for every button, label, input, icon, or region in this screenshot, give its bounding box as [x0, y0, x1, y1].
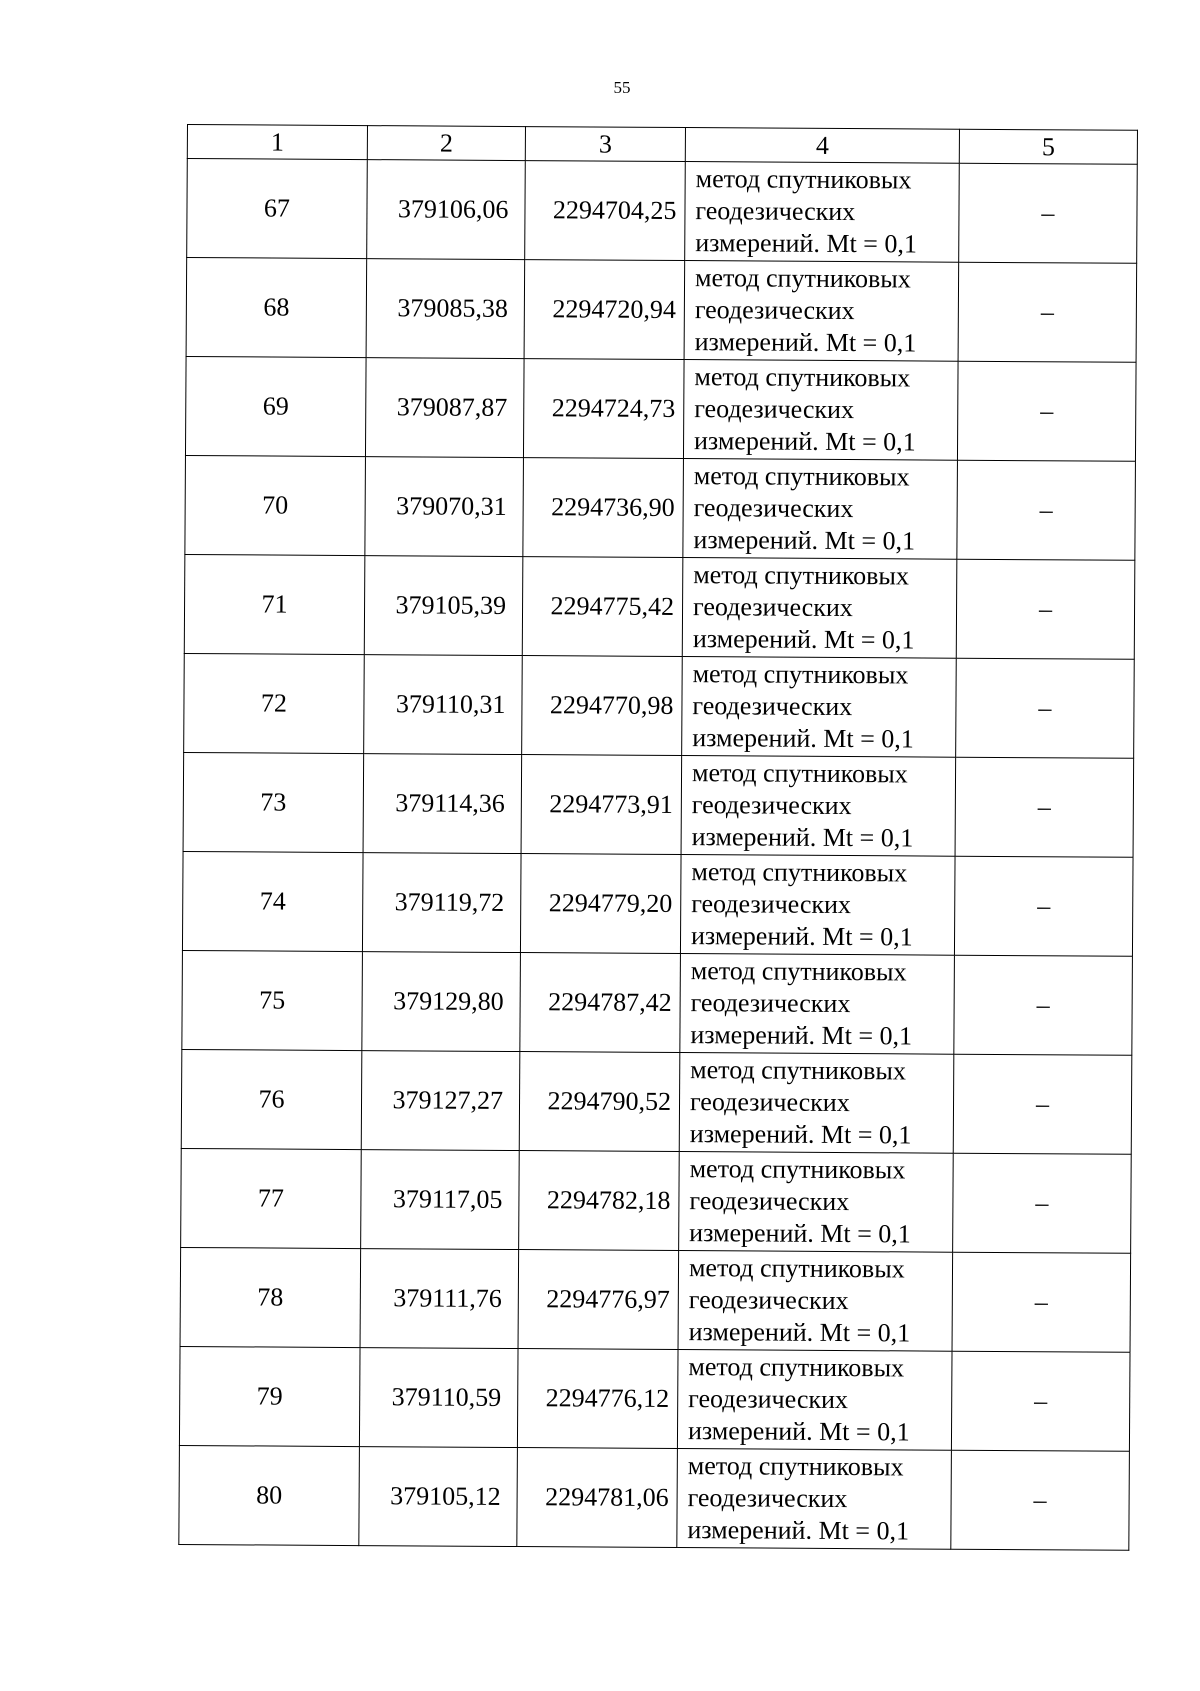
method-line: измерений. Mt = 0,1 — [687, 1416, 910, 1447]
table-header — [187, 125, 1137, 165]
method-line: метод спутниковых — [692, 659, 909, 690]
method-cell — [677, 1350, 952, 1451]
method-line: метод спутниковых — [694, 263, 911, 294]
method-cell — [683, 459, 958, 560]
method-line: измерений. Mt = 0,1 — [693, 525, 916, 556]
y-coordinate-cell: 2294770,98 — [522, 656, 683, 756]
method-line: метод спутниковых — [690, 956, 907, 987]
method-line: метод спутниковых — [693, 560, 910, 591]
method-line: геодезических — [695, 196, 856, 227]
x-coordinate-cell: 379105,12 — [359, 1447, 518, 1547]
table-row — [182, 851, 1133, 956]
point-number-cell: 78 — [180, 1247, 361, 1347]
header-col-5: 5 — [959, 129, 1137, 164]
table-row — [182, 950, 1133, 1055]
method-line: геодезических — [694, 295, 855, 326]
x-coordinate-cell: 379085,38 — [366, 259, 525, 359]
point-number-cell: 74 — [182, 851, 363, 951]
method-line: измерений. Mt = 0,1 — [692, 723, 914, 754]
point-number-cell: 79 — [179, 1346, 360, 1446]
method-cell — [679, 1152, 954, 1253]
method-line: геодезических — [688, 1384, 849, 1415]
method-line: геодезических — [692, 592, 853, 623]
method-line: измерений. Mt = 0,1 — [694, 327, 917, 358]
column-5-cell: – — [956, 658, 1135, 758]
method-line: геодезических — [688, 1285, 849, 1316]
page-number — [48, 78, 1200, 98]
y-coordinate-cell: 2294775,42 — [522, 557, 683, 657]
method-line: метод спутниковых — [687, 1451, 904, 1482]
column-5-cell: – — [954, 856, 1133, 956]
table-row — [179, 1445, 1130, 1550]
y-coordinate-cell: 2294782,18 — [519, 1151, 680, 1251]
x-coordinate-cell: 379117,05 — [361, 1150, 520, 1250]
method-line: измерений. Mt = 0,1 — [687, 1515, 910, 1546]
method-line: метод спутниковых — [691, 857, 908, 888]
column-5-cell: – — [953, 1153, 1132, 1253]
table-row — [184, 554, 1135, 659]
method-cell — [681, 756, 956, 857]
method-cell — [677, 1449, 952, 1550]
point-number-cell: 75 — [182, 950, 363, 1050]
method-line: геодезических — [692, 691, 853, 722]
method-cell — [680, 855, 955, 956]
y-coordinate-cell: 2294736,90 — [523, 458, 684, 558]
y-coordinate-cell: 2294773,91 — [521, 755, 682, 855]
method-line: измерений. Mt = 0,1 — [688, 1317, 911, 1348]
y-coordinate-cell: 2294790,52 — [519, 1052, 680, 1152]
x-coordinate-cell: 379110,31 — [364, 655, 523, 755]
column-5-cell: – — [951, 1351, 1130, 1451]
method-line: метод спутниковых — [689, 1154, 906, 1185]
coordinates-table — [178, 124, 1138, 1551]
method-line: измерений. Mt = 0,1 — [690, 921, 913, 952]
point-number-cell: 67 — [187, 159, 368, 259]
y-coordinate-cell: 2294720,94 — [524, 260, 685, 360]
y-coordinate-cell: 2294776,97 — [518, 1250, 679, 1350]
method-line: метод спутниковых — [690, 1055, 907, 1086]
method-cell — [683, 360, 958, 461]
column-5-cell: – — [955, 757, 1134, 857]
method-line: геодезических — [687, 1483, 848, 1514]
table-row — [186, 258, 1137, 363]
point-number-cell: 77 — [181, 1148, 362, 1248]
header-col-3: 3 — [525, 127, 685, 162]
y-coordinate-cell: 2294724,73 — [523, 359, 684, 459]
method-line: метод спутниковых — [693, 461, 910, 492]
column-5-cell: – — [959, 163, 1138, 263]
x-coordinate-cell: 379070,31 — [365, 457, 524, 557]
column-5-cell: – — [957, 460, 1136, 560]
method-cell — [679, 1053, 954, 1154]
point-number-cell: 76 — [181, 1049, 362, 1149]
point-number-cell: 72 — [184, 653, 365, 753]
header-col-1: 1 — [187, 125, 367, 160]
column-5-cell: – — [954, 955, 1133, 1055]
method-line: геодезических — [694, 394, 855, 425]
method-cell — [682, 558, 957, 659]
method-cell — [682, 657, 957, 758]
method-line: метод спутниковых — [688, 1253, 905, 1284]
x-coordinate-cell: 379129,80 — [362, 952, 521, 1052]
table-row — [181, 1148, 1132, 1253]
method-line: метод спутниковых — [695, 164, 912, 195]
table-row — [185, 455, 1136, 560]
method-line: измерений. Mt = 0,1 — [689, 1119, 912, 1150]
x-coordinate-cell: 379106,06 — [367, 160, 526, 260]
x-coordinate-cell: 379087,87 — [365, 358, 524, 458]
method-line: геодезических — [689, 1087, 850, 1118]
x-coordinate-cell: 379110,59 — [359, 1348, 518, 1448]
page-number-text: 55 — [613, 78, 631, 97]
header-col-4: 4 — [685, 128, 959, 164]
y-coordinate-cell: 2294781,06 — [517, 1448, 678, 1548]
method-cell — [678, 1251, 953, 1352]
table-row — [179, 1346, 1130, 1451]
column-5-cell: – — [956, 559, 1135, 659]
method-line: измерений. Mt = 0,1 — [695, 228, 917, 259]
method-line: измерений. Mt = 0,1 — [693, 426, 916, 457]
x-coordinate-cell: 379105,39 — [364, 556, 523, 656]
point-number-cell: 69 — [185, 356, 366, 456]
x-coordinate-cell: 379111,76 — [360, 1249, 519, 1349]
method-line: геодезических — [691, 889, 852, 920]
method-cell — [685, 162, 960, 263]
method-line: измерений. Mt = 0,1 — [690, 1020, 913, 1051]
method-line: метод спутниковых — [694, 362, 911, 393]
method-line: измерений. Mt = 0,1 — [691, 822, 914, 853]
method-line: геодезических — [689, 1186, 850, 1217]
method-cell — [684, 261, 959, 362]
table-row — [187, 159, 1138, 264]
method-line: геодезических — [690, 988, 851, 1019]
y-coordinate-cell: 2294776,12 — [517, 1349, 678, 1449]
point-number-cell: 70 — [185, 455, 366, 555]
method-line: измерений. Mt = 0,1 — [692, 624, 915, 655]
table-row — [185, 356, 1136, 461]
method-line: метод спутниковых — [691, 758, 908, 789]
y-coordinate-cell: 2294787,42 — [520, 953, 681, 1053]
column-5-cell: – — [953, 1054, 1132, 1154]
method-line: измерений. Mt = 0,1 — [689, 1218, 911, 1249]
column-5-cell: – — [958, 262, 1137, 362]
point-number-cell: 71 — [184, 554, 365, 654]
x-coordinate-cell: 379114,36 — [363, 754, 522, 854]
table-row — [184, 653, 1135, 758]
table-row — [181, 1049, 1132, 1154]
x-coordinate-cell: 379127,27 — [361, 1051, 520, 1151]
method-line: геодезических — [691, 790, 852, 821]
y-coordinate-cell: 2294779,20 — [520, 854, 681, 954]
column-5-cell: – — [951, 1450, 1130, 1550]
point-number-cell: 73 — [183, 752, 364, 852]
method-line: метод спутниковых — [688, 1352, 905, 1383]
column-5-cell: – — [952, 1252, 1131, 1352]
method-cell — [680, 954, 955, 1055]
method-line: геодезических — [693, 493, 854, 524]
point-number-cell: 80 — [179, 1445, 360, 1545]
table-row — [183, 752, 1134, 857]
table-body — [179, 159, 1137, 1551]
point-number-cell: 68 — [186, 258, 367, 358]
table-row — [180, 1247, 1131, 1352]
header-row — [187, 125, 1137, 165]
x-coordinate-cell: 379119,72 — [362, 853, 521, 953]
column-5-cell: – — [957, 361, 1136, 461]
header-col-2: 2 — [367, 126, 525, 161]
y-coordinate-cell: 2294704,25 — [525, 161, 686, 261]
